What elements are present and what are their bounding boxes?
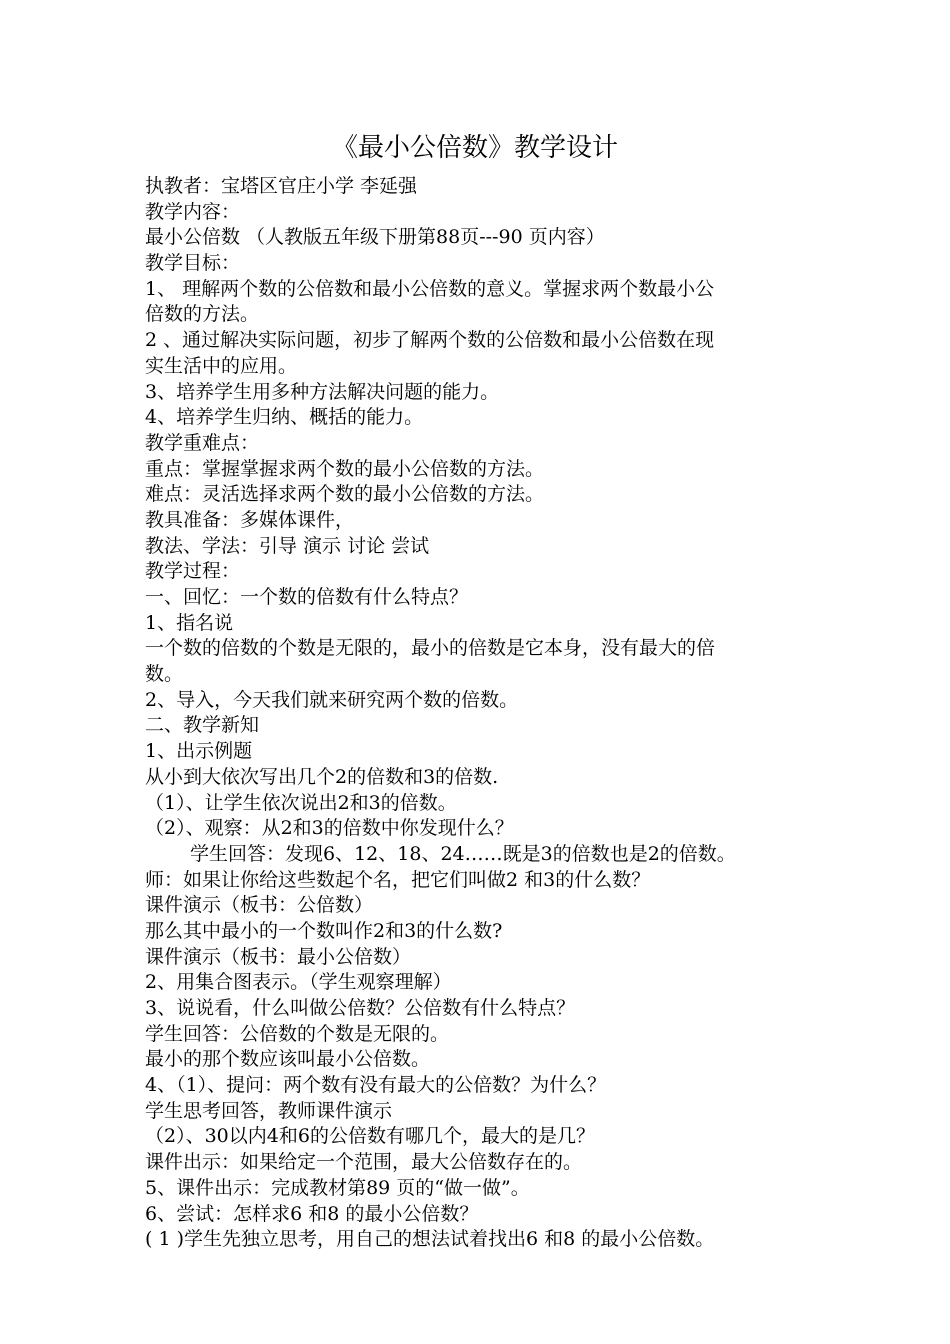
text-line: 1、出示例题: [145, 740, 253, 763]
text-line: 教学内容：: [145, 200, 241, 223]
text-line: ( 1 )学生先独立思考，用自己的想法试着找出6 和8 的最小公倍数。: [145, 1228, 715, 1251]
text-line: 数。: [145, 663, 184, 686]
text-line: 那么其中最小的一个数叫作2和3的什么数?: [145, 919, 503, 942]
text-line: 学生回答：发现6、12、18、24……既是3的倍数也是2的倍数。: [190, 842, 736, 865]
text-line: 难点：灵活选择求两个数的最小公倍数的方法。: [145, 483, 545, 506]
document-body: [145, 174, 835, 1253]
text-line: 课件出示：如果给定一个范围，最大公倍数存在的。: [145, 1151, 583, 1174]
text-line: 教学过程：: [145, 560, 241, 583]
text-line: （1）、让学生依次说出2和3的倍数。: [145, 791, 457, 814]
text-line: 1、 理解两个数的公倍数和最小公倍数的意义。掌握求两个数最小公: [145, 277, 715, 300]
text-line: 教学重难点：: [145, 431, 260, 454]
text-line: 从小到大依次写出几个2的倍数和3的倍数.: [145, 765, 499, 788]
text-line: 倍数的方法。: [145, 303, 260, 326]
text-line: （2）、30以内4和6的公倍数有哪几个，最大的是几？: [145, 1125, 595, 1148]
text-line: 6、尝试：怎样求6 和8 的最小公倍数？: [145, 1202, 479, 1225]
text-line: 4、（1）、提问：两个数有没有最大的公倍数？为什么？: [145, 1074, 607, 1097]
text-line: 一、回忆：一个数的倍数有什么特点？: [145, 586, 469, 608]
text-line: 3、培养学生用多种方法解决问题的能力。: [145, 380, 500, 403]
text-line: 二、教学新知: [145, 714, 260, 737]
document-title: 《最小公倍数》教学设计: [331, 133, 618, 163]
text-line: 教法、学法：引导 演示 讨论 尝试: [145, 534, 430, 557]
text-line: 5、课件出示：完成教材第89 页的“做一做”。: [145, 1176, 530, 1199]
text-line: 3、说说看，什么叫做公倍数？公倍数有什么特点？: [145, 997, 576, 1019]
text-line: 最小公倍数 （人教版五年级下册第88页---90 页内容）: [145, 226, 605, 249]
text-line: 一个数的倍数的个数是无限的，最小的倍数是它本身，没有最大的倍: [145, 637, 716, 660]
text-line: 教具准备：多媒体课件，: [145, 508, 355, 531]
text-line: 2、用集合图表示。（学生观察理解）: [145, 971, 452, 994]
text-line: 最小的那个数应该叫最小公倍数。: [145, 1048, 431, 1071]
text-line: 4、培养学生归纳、概括的能力。: [145, 406, 424, 429]
text-line: 1、指名说: [145, 611, 234, 634]
text-line: 重点：掌握掌握求两个数的最小公倍数的方法。: [145, 457, 545, 480]
text-line: 2 、通过解决实际问题，初步了解两个数的公倍数和最小公倍数在现: [145, 329, 715, 352]
text-line: 教学目标：: [145, 252, 241, 275]
text-line: 师：如果让你给这些数起个名，把它们叫做2 和3的什么数？: [145, 868, 651, 891]
text-line: 执教者：宝塔区官庄小学 李延强: [145, 175, 418, 197]
text-line: 实生活中的应用。: [145, 354, 298, 377]
text-line: 学生回答：公倍数的个数是无限的。: [145, 1022, 450, 1045]
text-line: 课件演示（板书：最小公倍数）: [145, 945, 412, 968]
text-line: （2）、观察：从2和3的倍数中你发现什么？: [145, 817, 514, 840]
text-line: 学生思考回答，教师课件演示: [145, 1099, 393, 1122]
text-line: 课件演示（板书：公倍数）: [145, 894, 374, 917]
text-line: 2、导入，今天我们就来研究两个数的倍数。: [145, 688, 519, 711]
